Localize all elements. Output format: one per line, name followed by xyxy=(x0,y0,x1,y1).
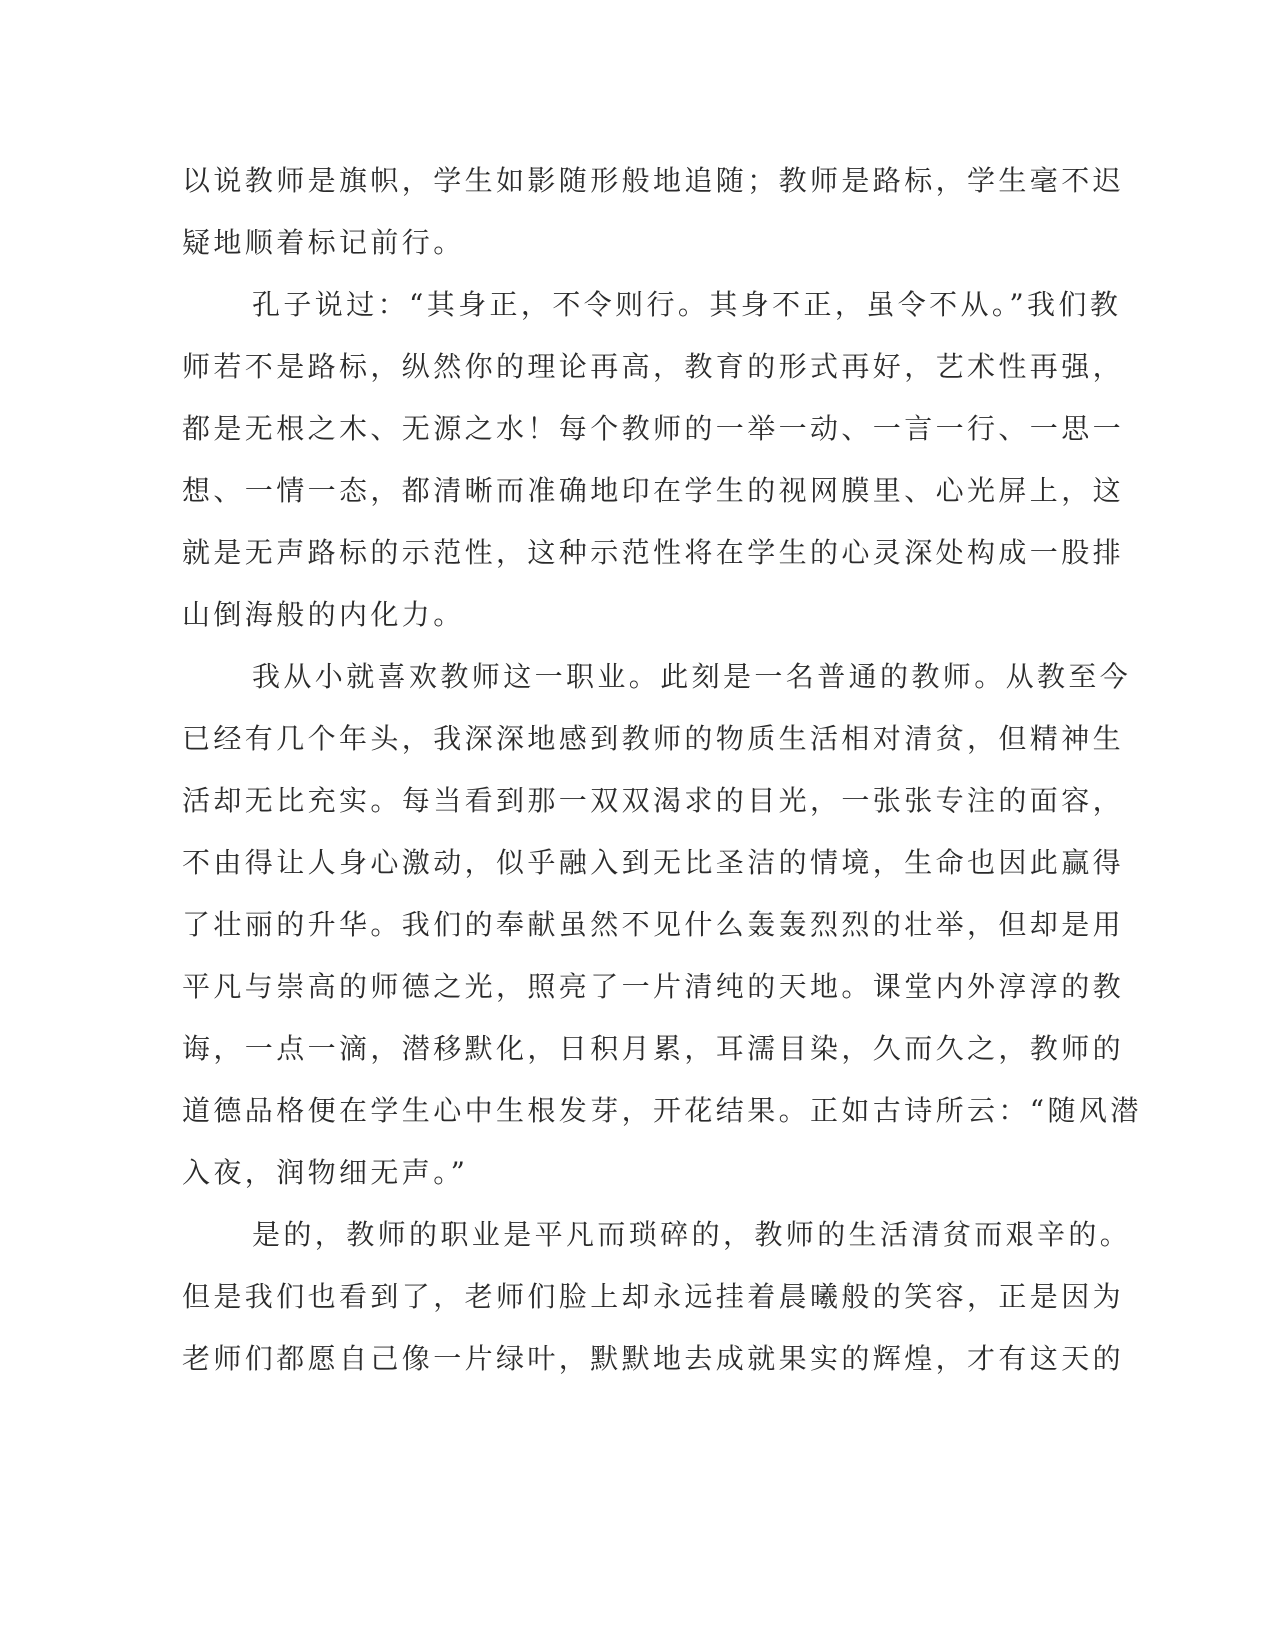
text-line: 已经有几个年头，我深深地感到教师的物质生活相对清贫，但精神生 xyxy=(182,722,1125,755)
paragraph-1 xyxy=(182,150,1125,274)
text-line: 入夜，润物细无声。” xyxy=(182,1156,469,1189)
text-line: 我从小就喜欢教师这一职业。此刻是一名普通的教师。从教至今 xyxy=(252,660,1132,693)
text-line: 孔子说过：“其身正，不令则行。其身不正，虽令不从。”我们教 xyxy=(252,288,1122,321)
paragraph-3 xyxy=(182,646,1142,1204)
text-line: 想、一情一态，都清晰而准确地印在学生的视网膜里、心光屏上，这 xyxy=(182,474,1125,507)
text-line: 但是我们也看到了，老师们脸上却永远挂着晨曦般的笑容，正是因为 xyxy=(182,1280,1125,1313)
text-line: 都是无根之木、无源之水！每个教师的一举一动、一言一行、一思一 xyxy=(182,412,1125,445)
text-line: 诲，一点一滴，潜移默化，日积月累，耳濡目染，久而久之，教师的 xyxy=(182,1032,1125,1065)
text-line: 就是无声路标的示范性，这种示范性将在学生的心灵深处构成一股排 xyxy=(182,536,1125,569)
text-line: 不由得让人身心激动，似乎融入到无比圣洁的情境，生命也因此赢得 xyxy=(182,846,1125,879)
document-body xyxy=(182,150,1142,1390)
text-line: 道德品格便在学生心中生根发芽，开花结果。正如古诗所云：“随风潜 xyxy=(182,1094,1142,1127)
paragraph-4 xyxy=(182,1204,1132,1390)
text-line: 平凡与崇高的师德之光，照亮了一片清纯的天地。课堂内外淳淳的教 xyxy=(182,970,1125,1003)
text-line: 疑地顺着标记前行。 xyxy=(182,226,465,259)
paragraph-2 xyxy=(182,274,1125,646)
text-line: 是的，教师的职业是平凡而琐碎的，教师的生活清贫而艰辛的。 xyxy=(252,1218,1132,1251)
text-line: 以说教师是旗帜，学生如影随形般地追随；教师是路标，学生毫不迟 xyxy=(182,164,1125,197)
text-line: 活却无比充实。每当看到那一双双渴求的目光，一张张专注的面容， xyxy=(182,784,1125,817)
text-line: 师若不是路标，纵然你的理论再高，教育的形式再好，艺术性再强， xyxy=(182,350,1125,383)
text-line: 山倒海般的内化力。 xyxy=(182,598,465,631)
text-line: 老师们都愿自己像一片绿叶，默默地去成就果实的辉煌，才有这天的 xyxy=(182,1342,1125,1375)
text-line: 了壮丽的升华。我们的奉献虽然不见什么轰轰烈烈的壮举，但却是用 xyxy=(182,908,1125,941)
